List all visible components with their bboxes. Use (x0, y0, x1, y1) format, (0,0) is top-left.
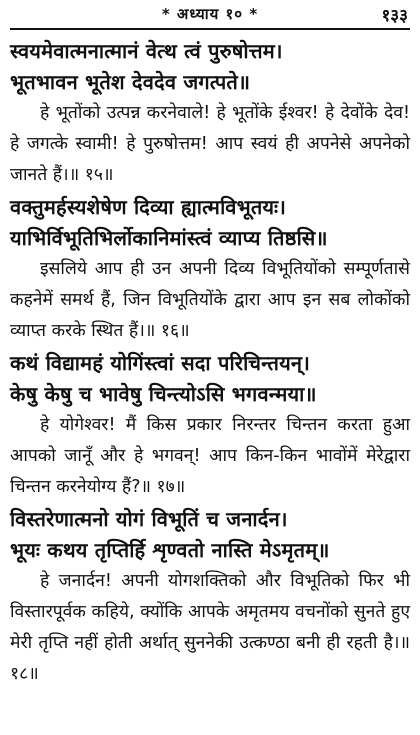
verse-block-17 (10, 348, 410, 503)
translation-paragraph: हे योगेश्वर! मैं किस प्रकार निरन्तर चिन्तन करता हुआ आपको जानूँ और हे भगवन्! आप किन-किन भावोंमें मेरेद्वारा चिन्तन करनेयोग्य हैं?॥ १७॥ (10, 415, 410, 497)
verse-block-16 (10, 192, 410, 347)
translation-paragraph: हे जनार्दन! अपनी योगशक्तिको और विभूतिको फिर भी विस्तारपूर्वक कहिये, क्योंकि आपके अमृतमय वचनोंको सुनते हुए मेरी तृप्ति नहीं होती अर्थात् सुननेकी उत्कण्ठा बनी ही रहती है।॥ १८॥ (10, 571, 410, 684)
chapter-title: * अध्याय १० * (161, 5, 259, 23)
page-header (10, 0, 410, 30)
verse-line: याभिर्विभूतिभिर्लोकानिमांस्त्वं व्याप्य तिष्ठसि॥ (10, 226, 328, 250)
verse-line: स्वयमेवात्मनात्मानं वेत्थ त्वं पुरुषोत्तम। (10, 39, 283, 63)
verse-line: भूयः कथय तृप्तिर्हि शृण्वतो नास्ति मेऽमृतम्॥ (10, 538, 330, 562)
translation-paragraph: इसलिये आप ही उन अपनी दिव्य विभूतियोंको सम्पूर्णतासे कहनेमें समर्थ हैं, जिन विभूतियोंके द्वारा आप इन सब लोकोंको व्याप्त करके स्थित हैं।॥ १६॥ (10, 259, 410, 341)
verse-line: कथं विद्यामहं योगिंस्त्वां सदा परिचिन्तयन्। (10, 351, 311, 375)
verse-line: केषु केषु च भावेषु चिन्त्योऽसि भगवन्मया॥ (10, 382, 317, 406)
verse-block-15 (10, 36, 410, 191)
translation-paragraph: हे भूतोंको उत्पन्न करनेवाले! हे भूतोंके ईश्वर! हे देवोंके देव! हे जगत्के स्वामी! हे पुरुषोत्तम! आप स्वयं ही अपनेसे अपनेको जानते हैं।॥ १५॥ (10, 103, 410, 185)
page-number: १३३ (381, 6, 408, 26)
verse-line: वक्तुमर्हस्यशेषेण दिव्या ह्यात्मविभूतयः। (10, 195, 287, 219)
verse-block-18 (10, 504, 410, 690)
verse-line: भूतभावन भूतेश देवदेव जगत्पते॥ (10, 70, 251, 94)
verse-line: विस्तरेणात्मनो योगं विभूतिं च जनार्दन। (10, 507, 288, 531)
page-content (10, 36, 410, 690)
